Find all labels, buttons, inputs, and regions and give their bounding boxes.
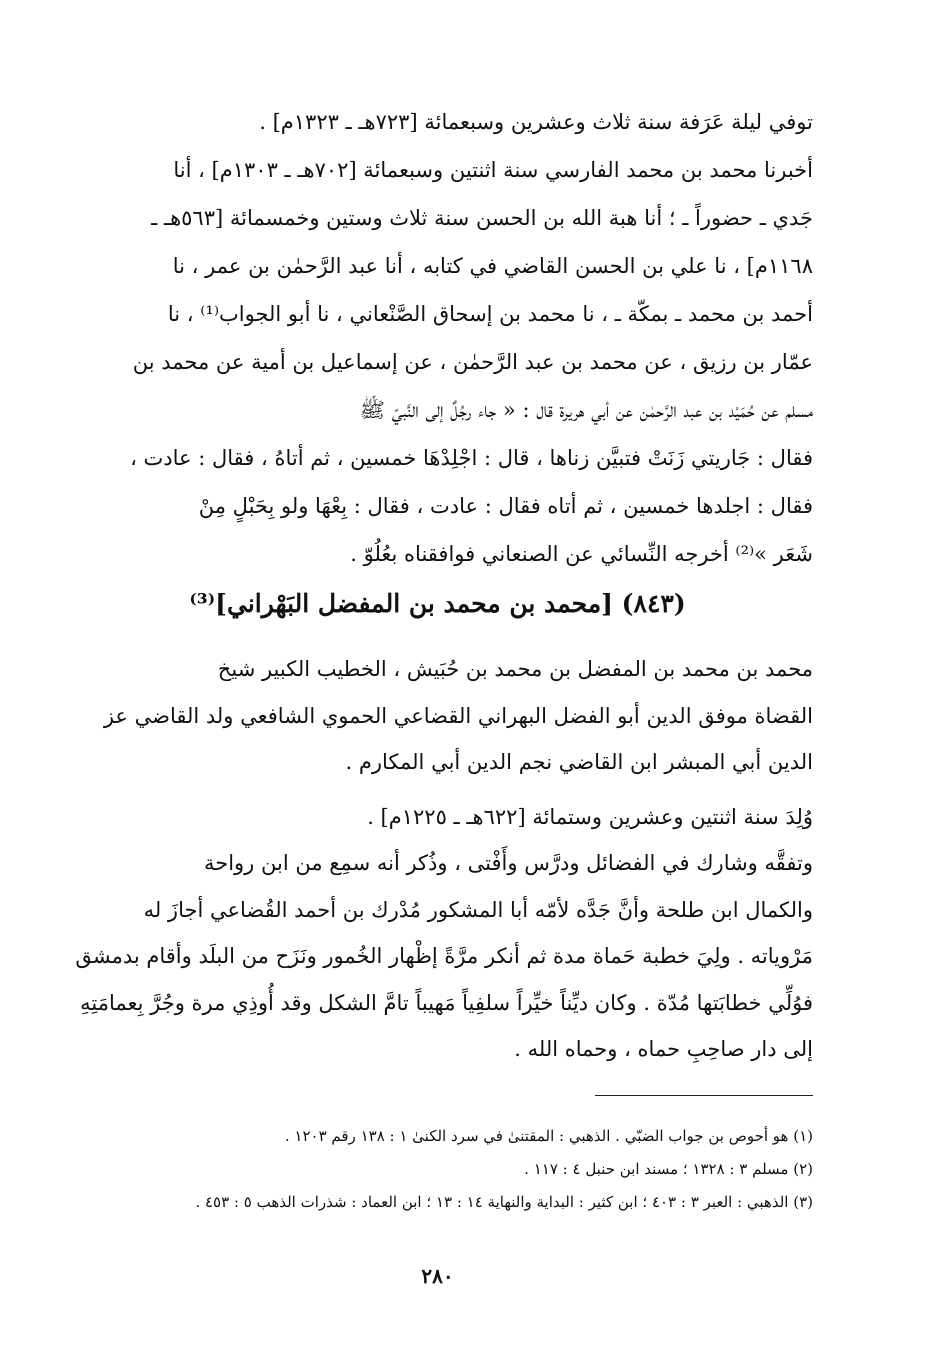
- footnotes: [62, 1120, 813, 1219]
- footnote-divider: [595, 1095, 813, 1096]
- text-line: وُلِدَ سنة اثنتين وعشرين وستمائة [٦٢٢هـ ـ ١٢٢٥م] .: [367, 804, 813, 829]
- text-line: مَرْوياته . ولِيَ خطبة حَماة مدة ثم أنكر مرَّةً إظْهار الخُمور ونَزَح من البلَد وأقام بدمشق: [75, 944, 813, 968]
- footnote: (٣) الذهبي : العبر ٣ : ٤٠٣ ؛ ابن كثير : البداية والنهاية ١٤ : ١٣ ؛ ابن العماد : شذرات الذهب ٥ : ٤٥٣ .: [195, 1193, 813, 1211]
- text-line: أخبرنا محمد بن محمد الفارسي سنة اثنتين وسبعمائة [٧٠٢هـ ـ ١٣٠٣م] ، أنا: [173, 158, 813, 182]
- text-line: أحمد بن محمد ـ بمكّة ـ ، نا محمد بن إسحاق الصَّنْعاني ، نا أبو الجواب⁽¹⁾ ، نا: [167, 302, 813, 326]
- text-line: محمد بن محمد بن المفضل بن محمد بن حُبَيش ، الخطيب الكبير شيخ: [217, 657, 813, 681]
- text-line: توفي ليلة عَرَفة سنة ثلاث وعشرين وسبعمائة [٧٢٣هـ ـ ١٣٢٣م] .: [259, 110, 813, 134]
- top-paragraph: [62, 98, 813, 578]
- footnote: (١) هو أحوص بن جواب الضبّي . الذهبي : المقتنىٰ في سرد الكنىٰ ١ : ١٣٨ رقم ١٢٠٣ .: [284, 1127, 813, 1145]
- text-line: الدين أبي المبشر ابن القاضي نجم الدين أبي المكارم .: [345, 750, 813, 774]
- book-page: [62, 98, 813, 1366]
- text-line: فوُلِّي خطابَتها مُدّة . وكان ديِّناً خيِّراً سلفِياً مَهيباً تامَّ الشكل وقد أُوذِي مرة وجُرَّ بِعمامَتِهِ: [80, 990, 813, 1015]
- text-line: القضاة موفق الدين أبو الفضل البهراني القضاعي الحموي الشافعي ولد القاضي عز: [103, 703, 813, 728]
- text-line: عمّار بن رزيق ، عن محمد بن عبد الرَّحمٰن ، عن إسماعيل بن أمية عن محمد بن: [132, 350, 813, 374]
- text-line: إلى دار صاحِبِ حماه ، وحماه الله .: [514, 1037, 813, 1061]
- text-line: فقال : جَاريتي زَنَتْ فتبيَّن زناها ، قال : اجْلِدْهَا خمسين ، ثم أتاهُ ، فقال : عادت ،: [130, 446, 813, 470]
- footnote: (٢) مسلم ٣ : ١٣٢٨ ؛ مسند ابن حنبل ٤ : ١١٧ .: [524, 1160, 813, 1178]
- text-line: فقال : اجلدها خمسين ، ثم أتاه فقال : عادت ، فقال : بِعْهَا ولو بِحَبْلٍ مِنْ: [198, 494, 813, 518]
- entry-heading: (٨٤٣) [محمد بن محمد بن المفضل البَهْراني]⁽³⁾: [189, 589, 686, 618]
- entry-body: [62, 646, 813, 1073]
- text-line: شَعَر »⁽²⁾ أخرجه النِّسائي عن الصنعاني فوافقناه بعُلُوّ .: [350, 542, 813, 566]
- text-line: ١١٦٨م] ، نا علي بن الحسن القاضي في كتابه ، أنا عبد الرَّحمٰن بن عمر ، نا: [172, 254, 813, 278]
- text-line: جَدي ـ حضوراً ـ ؛ أنا هبة الله بن الحسن سنة ثلاث وستين وخمسمائة [٥٦٣هـ ـ: [151, 206, 813, 230]
- text-line: مسلم عن حُمَيْد بن عبد الرَّحمٰن عن أبي هريرة قال : « جاء رجُلٌ إلى النَّبيّ ﷺ: [359, 398, 813, 422]
- text-line: والكمال ابن طلحة وأنَّ جَدَّه لأمّه أبا المشكور مُدْرك بن أحمد القُضاعي أجازَ له: [143, 897, 813, 922]
- page-number: ٢٨٠: [421, 1264, 454, 1288]
- text-line: وتفقَّه وشارك في الفضائل ودرَّس وأَفْتى ، وذُكر أنه سمِع من ابن رواحة: [203, 851, 813, 875]
